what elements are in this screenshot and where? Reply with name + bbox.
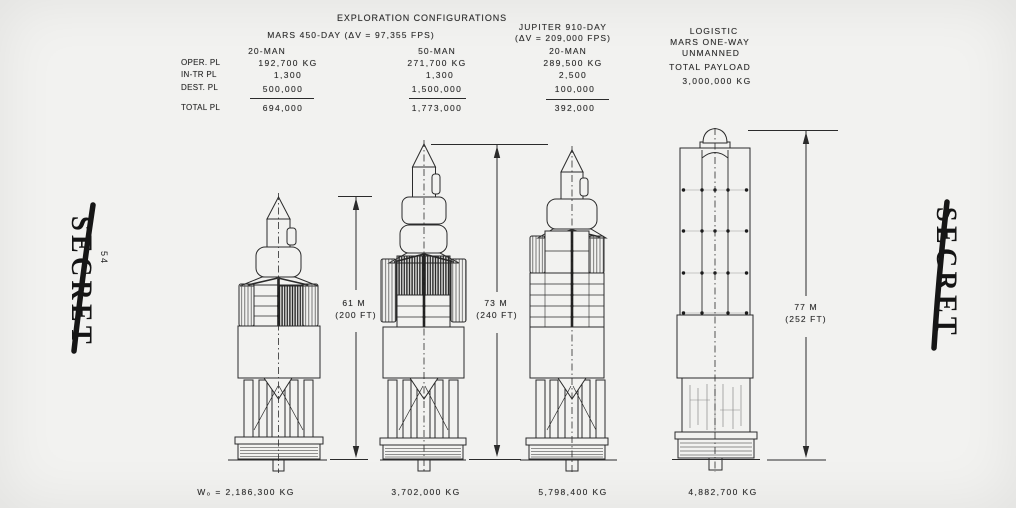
engine-base-plate: [238, 444, 320, 459]
mars-column-header: MARS 450-DAY (ΔV = 97,355 FPS): [267, 30, 435, 40]
nose-cone: [413, 144, 436, 167]
dim-label-73m-feet: (240 FT): [476, 310, 518, 320]
cell-oper-mars20: 192,700 KG: [258, 58, 318, 68]
cell-dest-mars50: 1,500,000: [411, 84, 463, 94]
payload-canister: [680, 148, 750, 315]
crew-module: [256, 247, 301, 277]
logistic-total-payload-value: 3,000,000 KG: [682, 76, 752, 86]
gross-weight-mars20: W₀ = 2,186,300 KG: [197, 487, 295, 497]
cell-oper-jupiter: 289,500 KG: [543, 58, 603, 68]
crew-module-upper: [402, 197, 446, 224]
core-stage: [238, 326, 320, 378]
logistic-header-line1: LOGISTIC: [689, 26, 739, 36]
secret-stamp-right: SECRET: [930, 206, 963, 340]
engine-base-plate: [383, 445, 463, 459]
nose-cone: [561, 150, 583, 172]
dim-label-61m-feet: (200 FT): [335, 310, 377, 320]
sum-rule-jupiter: [546, 99, 609, 100]
crew-module: [547, 199, 597, 229]
cell-intr-mars20: 1,300: [273, 70, 303, 80]
cell-intr-jupiter: 2,500: [558, 70, 588, 80]
logistic-header-line2: MARS ONE-WAY: [670, 37, 750, 47]
gross-weight-mars50: 3,702,000 KG: [391, 487, 461, 497]
dimension-line-61m: [330, 197, 372, 460]
gross-weight-jupiter: 5,798,400 KG: [538, 487, 608, 497]
core-stage: [530, 327, 604, 378]
col-header-jupiter-20man: 20-MAN: [549, 46, 587, 56]
gross-weight-logistic: 4,882,700 KG: [688, 487, 758, 497]
core-stage: [677, 315, 753, 378]
dimension-line-77m: [748, 131, 838, 461]
row-label-total-pl: TOTAL PL: [181, 103, 221, 112]
dome-cap: [703, 129, 727, 144]
cell-total-mars50: 1,773,000: [411, 103, 463, 113]
cell-total-mars20: 694,000: [262, 103, 304, 113]
cell-intr-mars50: 1,300: [425, 70, 455, 80]
rocket-mars-450-20man: [235, 193, 323, 473]
cell-oper-mars50: 271,700 KG: [407, 58, 467, 68]
jupiter-column-header-line2: (ΔV = 209,000 FPS): [514, 33, 612, 43]
nose-cone: [267, 197, 290, 219]
page-number: 54: [99, 250, 109, 266]
cell-total-jupiter: 392,000: [554, 103, 596, 113]
secret-stamp-left: SECRET: [65, 215, 98, 349]
core-stage: [383, 327, 464, 378]
cell-dest-mars20: 500,000: [262, 84, 304, 94]
rocket-mars-450-50man: [380, 140, 466, 473]
sum-rule-mars50: [409, 98, 466, 99]
col-header-mars-20man: 20-MAN: [248, 46, 286, 56]
crew-module-lower: [400, 225, 447, 253]
jupiter-column-header-line1: JUPITER 910-DAY: [518, 22, 608, 32]
ground-lines: [228, 460, 760, 461]
dim-label-73m-metric: 73 M: [484, 298, 508, 308]
row-label-dest-pl: DEST. PL: [181, 83, 219, 92]
dim-label-77m-feet: (252 FT): [785, 314, 827, 324]
dim-label-77m-metric: 77 M: [794, 302, 818, 312]
row-label-intr-pl: IN-TR PL: [181, 70, 217, 79]
engine-base-plate: [529, 445, 605, 459]
figure-title: EXPLORATION CONFIGURATIONS: [336, 13, 508, 23]
propellant-stack: [530, 273, 604, 327]
logistic-header-line3: UNMANNED: [682, 48, 740, 58]
cell-dest-jupiter: 100,000: [554, 84, 596, 94]
col-header-mars-50man: 50-MAN: [418, 46, 456, 56]
engine-base-plate: [678, 439, 754, 458]
dim-label-61m-metric: 61 M: [342, 298, 366, 308]
row-label-oper-pl: OPER. PL: [181, 58, 221, 67]
sum-rule-mars20: [250, 98, 314, 99]
rocket-jupiter-910: [526, 146, 608, 473]
rocket-logistic-mars-one-way: [675, 128, 757, 472]
engine-section: [682, 378, 750, 432]
logistic-total-payload-label: TOTAL PAYLOAD: [669, 62, 751, 72]
